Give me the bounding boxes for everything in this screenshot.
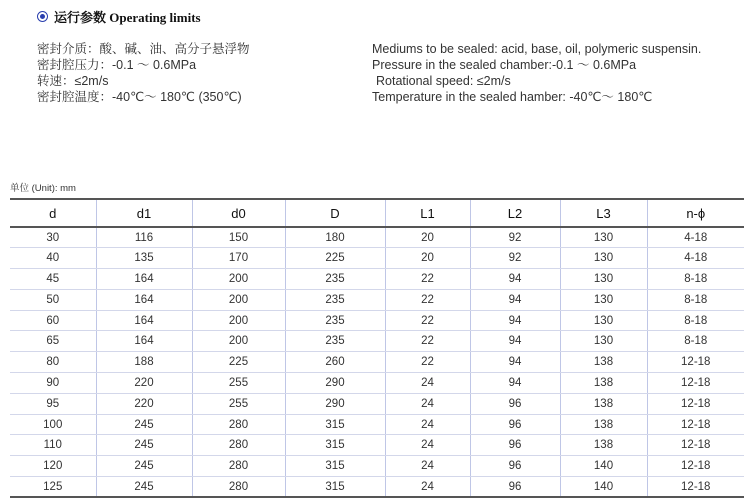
table-cell: 225 (285, 248, 385, 269)
table-cell: 94 (470, 331, 560, 352)
table-cell: 235 (285, 289, 385, 310)
table-cell: 8-18 (647, 269, 744, 290)
section-title-text: 运行参数 Operating limits (54, 10, 201, 25)
table-cell: 280 (192, 456, 285, 477)
table-cell: 200 (192, 331, 285, 352)
table-cell: 92 (470, 227, 560, 248)
table-cell: 96 (470, 477, 560, 498)
table-row (10, 435, 744, 456)
table-cell: 96 (470, 435, 560, 456)
table-cell: 280 (192, 414, 285, 435)
operating-limits-chinese (37, 41, 250, 105)
table-cell: 164 (96, 310, 192, 331)
dimension-table (10, 198, 744, 498)
table-cell: 130 (560, 248, 647, 269)
table-cell: 200 (192, 310, 285, 331)
table-cell: 138 (560, 393, 647, 414)
table-cell: 255 (192, 393, 285, 414)
table-cell: 12-18 (647, 477, 744, 498)
table-row (10, 310, 744, 331)
table-cell: 94 (470, 373, 560, 394)
table-cell: 22 (385, 289, 470, 310)
table-cell: 12-18 (647, 352, 744, 373)
table-cell: 20 (385, 227, 470, 248)
table-row (10, 227, 744, 248)
table-cell: 220 (96, 373, 192, 394)
operating-limits-english (372, 41, 701, 105)
column-header: L2 (470, 199, 560, 227)
table-cell: 60 (10, 310, 96, 331)
table-cell: 4-18 (647, 227, 744, 248)
speed-line-cn: 转速：≤2m/s (37, 74, 109, 88)
table-cell: 235 (285, 310, 385, 331)
table-cell: 235 (285, 331, 385, 352)
section-title (37, 7, 201, 26)
table-header-row (10, 199, 744, 227)
table-cell: 94 (470, 310, 560, 331)
table-cell: 24 (385, 373, 470, 394)
table-cell: 22 (385, 331, 470, 352)
table-row (10, 414, 744, 435)
table-cell: 24 (385, 435, 470, 456)
medium-line-cn: 密封介质：酸、碱、油、高分子悬浮物 (37, 42, 250, 56)
table-row (10, 373, 744, 394)
table-cell: 12-18 (647, 414, 744, 435)
temperature-line-en: Temperature in the sealed hamber: -40℃～ 180℃ (372, 90, 653, 104)
table-cell: 135 (96, 248, 192, 269)
pressure-line-en: Pressure in the sealed chamber:-0.1 ～ 0.6MPa (372, 58, 637, 72)
table-cell: 96 (470, 414, 560, 435)
table-cell: 24 (385, 393, 470, 414)
pressure-line-cn: 密封腔压力：-0.1 ～ 0.6MPa (37, 58, 197, 72)
table-cell: 90 (10, 373, 96, 394)
table-cell: 245 (96, 456, 192, 477)
table-cell: 164 (96, 289, 192, 310)
table-cell: 30 (10, 227, 96, 248)
bullet-circle-icon (37, 11, 48, 22)
column-header: d1 (96, 199, 192, 227)
table-row (10, 393, 744, 414)
table-cell: 50 (10, 289, 96, 310)
table-cell: 45 (10, 269, 96, 290)
table-cell: 188 (96, 352, 192, 373)
column-header: n-ϕ (647, 199, 744, 227)
table-cell: 164 (96, 331, 192, 352)
table-cell: 200 (192, 269, 285, 290)
table-row (10, 456, 744, 477)
table-cell: 12-18 (647, 393, 744, 414)
table-cell: 120 (10, 456, 96, 477)
table-cell: 255 (192, 373, 285, 394)
table-cell: 315 (285, 477, 385, 498)
table-cell: 138 (560, 352, 647, 373)
table-cell: 110 (10, 435, 96, 456)
table-row (10, 289, 744, 310)
table-row (10, 269, 744, 290)
table-cell: 130 (560, 289, 647, 310)
column-header: D (285, 199, 385, 227)
table-body (10, 227, 744, 497)
table-cell: 116 (96, 227, 192, 248)
table-cell: 130 (560, 310, 647, 331)
table-cell: 92 (470, 248, 560, 269)
table-cell: 96 (470, 393, 560, 414)
table-cell: 80 (10, 352, 96, 373)
column-header: d0 (192, 199, 285, 227)
table-cell: 280 (192, 435, 285, 456)
table-cell: 94 (470, 269, 560, 290)
table-cell: 260 (285, 352, 385, 373)
table-cell: 100 (10, 414, 96, 435)
table-cell: 40 (10, 248, 96, 269)
table-cell: 130 (560, 227, 647, 248)
table-cell: 170 (192, 248, 285, 269)
table-cell: 8-18 (647, 310, 744, 331)
table-cell: 20 (385, 248, 470, 269)
table-cell: 315 (285, 456, 385, 477)
table-row (10, 477, 744, 498)
table-cell: 290 (285, 373, 385, 394)
table-cell: 225 (192, 352, 285, 373)
table-cell: 24 (385, 477, 470, 498)
table-cell: 150 (192, 227, 285, 248)
temperature-line-cn: 密封腔温度：-40℃～ 180℃ (350℃) (37, 90, 242, 104)
column-header: L3 (560, 199, 647, 227)
table-cell: 12-18 (647, 435, 744, 456)
table-cell: 235 (285, 269, 385, 290)
table-cell: 4-18 (647, 248, 744, 269)
speed-line-en: Rotational speed: ≤2m/s (376, 74, 511, 88)
table-cell: 22 (385, 310, 470, 331)
table-cell: 24 (385, 414, 470, 435)
table-cell: 200 (192, 289, 285, 310)
table-cell: 245 (96, 477, 192, 498)
table-cell: 220 (96, 393, 192, 414)
table-cell: 245 (96, 414, 192, 435)
unit-label: 单位 (Unit): mm (10, 183, 76, 194)
table-cell: 65 (10, 331, 96, 352)
table-cell: 138 (560, 414, 647, 435)
table-cell: 138 (560, 435, 647, 456)
table-cell: 180 (285, 227, 385, 248)
table-cell: 138 (560, 373, 647, 394)
table-row (10, 352, 744, 373)
medium-line-en: Mediums to be sealed: acid, base, oil, polymeric suspensin. (372, 42, 702, 56)
table-row (10, 248, 744, 269)
table-cell: 130 (560, 269, 647, 290)
table-cell: 94 (470, 289, 560, 310)
table-cell: 130 (560, 331, 647, 352)
table-cell: 315 (285, 435, 385, 456)
column-header: L1 (385, 199, 470, 227)
table-cell: 96 (470, 456, 560, 477)
table-cell: 22 (385, 352, 470, 373)
table-cell: 12-18 (647, 373, 744, 394)
table-cell: 12-18 (647, 456, 744, 477)
table-cell: 164 (96, 269, 192, 290)
table-cell: 245 (96, 435, 192, 456)
column-header: d (10, 199, 96, 227)
table-cell: 95 (10, 393, 96, 414)
table-cell: 290 (285, 393, 385, 414)
table-cell: 94 (470, 352, 560, 373)
table-cell: 125 (10, 477, 96, 498)
table-cell: 22 (385, 269, 470, 290)
table-row (10, 331, 744, 352)
table-cell: 8-18 (647, 331, 744, 352)
table-cell: 8-18 (647, 289, 744, 310)
table-cell: 24 (385, 456, 470, 477)
table-cell: 140 (560, 456, 647, 477)
table-cell: 140 (560, 477, 647, 498)
table-cell: 280 (192, 477, 285, 498)
table-cell: 315 (285, 414, 385, 435)
